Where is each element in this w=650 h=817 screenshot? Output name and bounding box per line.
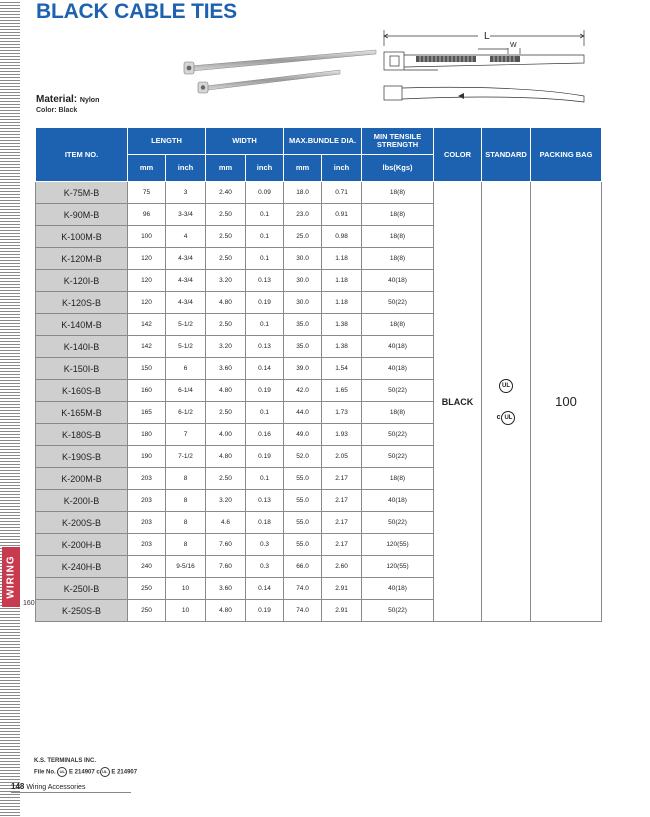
header-standard: STANDARD [482,128,531,182]
bundle-inch-cell: 1.54 [322,358,362,380]
tensile-cell: 18(8) [362,402,434,424]
bundle-mm-cell: 74.0 [284,578,322,600]
width-mm-cell: 2.50 [206,402,246,424]
file-number-2: E 214907 [111,769,138,776]
tensile-cell: 40(18) [362,358,434,380]
width-mm-cell: 2.50 [206,226,246,248]
width-mm-cell: 3.20 [206,490,246,512]
unit-bundle-mm: mm [284,155,322,182]
tensile-cell: 50(22) [362,600,434,622]
page-number: 148 [11,782,25,791]
cable-tie-dimension-drawing [378,26,590,118]
bundle-inch-cell: 1.18 [322,292,362,314]
length-mm-cell: 150 [128,358,166,380]
length-dimension-label: L [484,31,490,42]
width-mm-cell: 7.60 [206,534,246,556]
length-inch-cell: 5-1/2 [166,314,206,336]
width-mm-cell: 3.60 [206,578,246,600]
bundle-mm-cell: 55.0 [284,490,322,512]
color-line: Color: Black [36,107,78,114]
unit-bundle-inch: inch [322,155,362,182]
length-mm-cell: 190 [128,446,166,468]
length-inch-cell: 3-3/4 [166,204,206,226]
width-mm-cell: 2.50 [206,248,246,270]
length-mm-cell: 250 [128,578,166,600]
bundle-mm-cell: 25.0 [284,226,322,248]
tensile-cell: 50(22) [362,424,434,446]
tensile-cell: 18(8) [362,182,434,204]
length-mm-cell: 203 [128,490,166,512]
unit-width-inch: inch [246,155,284,182]
bundle-inch-cell: 1.38 [322,336,362,358]
company-name: K.S. TERMINALS INC. [34,758,97,764]
bundle-mm-cell: 39.0 [284,358,322,380]
bundle-inch-cell: 1.18 [322,248,362,270]
item-no-cell: K-165M-B [36,402,128,424]
tensile-cell: 18(8) [362,204,434,226]
tensile-cell: 18(8) [362,314,434,336]
standard-cell [482,182,531,622]
tensile-cell: 40(18) [362,336,434,358]
length-mm-cell: 203 [128,468,166,490]
item-no-cell: K-90M-B [36,204,128,226]
bundle-mm-cell: 30.0 [284,292,322,314]
header-min-tensile-strength: MIN TENSILE STRENGTH [362,128,434,155]
tensile-cell: 50(22) [362,380,434,402]
width-mm-cell: 3.60 [206,358,246,380]
width-mm-cell: 4.80 [206,600,246,622]
standard-marks [482,379,530,425]
width-mm-cell: 4.80 [206,380,246,402]
header-width: WIDTH [206,128,284,155]
length-inch-cell: 7 [166,424,206,446]
length-inch-cell: 10 [166,600,206,622]
bundle-mm-cell: 42.0 [284,380,322,402]
item-no-cell: K-200S-B [36,512,128,534]
color-value-cell: BLACK [434,182,482,622]
table-body [36,182,602,622]
width-inch-cell: 0.3 [246,556,284,578]
width-inch-cell: 0.3 [246,534,284,556]
section-name: Wiring Accessories [26,784,86,791]
bundle-mm-cell: 52.0 [284,446,322,468]
bundle-mm-cell: 55.0 [284,468,322,490]
file-number-line [34,767,137,779]
ul-icon: UL [100,767,110,777]
tensile-cell: 18(8) [362,468,434,490]
length-inch-cell: 10 [166,578,206,600]
bundle-inch-cell: 1.38 [322,314,362,336]
length-mm-cell: 203 [128,534,166,556]
item-no-cell: K-160S-B [36,380,128,402]
width-inch-cell: 0.18 [246,512,284,534]
bundle-inch-cell: 1.65 [322,380,362,402]
unit-tensile: lbs(Kgs) [362,155,434,182]
bundle-inch-cell: 2.60 [322,556,362,578]
width-mm-cell: 3.20 [206,270,246,292]
unit-length-inch: inch [166,155,206,182]
length-mm-cell: 180 [128,424,166,446]
length-mm-cell: 120 [128,292,166,314]
bundle-inch-cell: 2.91 [322,600,362,622]
width-mm-cell: 4.00 [206,424,246,446]
item-no-cell: K-200M-B [36,468,128,490]
width-dimension-label: W [510,42,517,49]
length-mm-cell: 100 [128,226,166,248]
tensile-cell: 120(55) [362,534,434,556]
width-inch-cell: 0.14 [246,358,284,380]
file-number-1: E 214907 [69,769,95,776]
width-inch-cell: 0.13 [246,270,284,292]
width-inch-cell: 0.1 [246,402,284,424]
ul-listed-icon: UL [499,379,513,393]
width-mm-cell: 2.40 [206,182,246,204]
width-inch-cell: 0.19 [246,600,284,622]
bundle-inch-cell: 2.17 [322,468,362,490]
length-mm-cell: 160 [128,380,166,402]
bundle-mm-cell: 66.0 [284,556,322,578]
width-inch-cell: 0.1 [246,468,284,490]
width-mm-cell: 3.20 [206,336,246,358]
page-title: BLACK CABLE TIES [36,0,237,23]
cable-tie-spec-table [35,127,602,622]
ul-icon: UL [57,767,67,777]
tensile-cell: 18(8) [362,248,434,270]
length-inch-cell: 4-3/4 [166,292,206,314]
width-mm-cell: 2.50 [206,314,246,336]
bundle-inch-cell: 0.91 [322,204,362,226]
bundle-mm-cell: 55.0 [284,534,322,556]
length-mm-cell: 240 [128,556,166,578]
length-inch-cell: 4-3/4 [166,248,206,270]
width-mm-cell: 4.6 [206,512,246,534]
item-no-cell: K-140M-B [36,314,128,336]
tensile-cell: 40(18) [362,490,434,512]
item-no-cell: K-100M-B [36,226,128,248]
footer-divider [11,792,131,793]
header-max-bundle-dia: MAX.BUNDLE DIA. [284,128,362,155]
item-no-cell: K-250I-B [36,578,128,600]
bundle-mm-cell: 30.0 [284,270,322,292]
length-mm-cell: 96 [128,204,166,226]
length-inch-cell: 9-5/16 [166,556,206,578]
length-inch-cell: 8 [166,512,206,534]
bundle-inch-cell: 1.18 [322,270,362,292]
length-mm-cell: 75 [128,182,166,204]
bundle-inch-cell: 0.71 [322,182,362,204]
item-no-cell: K-190S-B [36,446,128,468]
side-section-tab [2,547,20,607]
length-mm-cell: 142 [128,314,166,336]
side-page-number: 160 [23,600,35,607]
header-packing-bag: PACKING BAG [531,128,602,182]
item-no-cell: K-200I-B [36,490,128,512]
bundle-mm-cell: 18.0 [284,182,322,204]
cable-tie-photo [180,40,380,100]
cul-listed-icon [497,411,516,425]
width-inch-cell: 0.1 [246,314,284,336]
tensile-cell: 50(22) [362,512,434,534]
width-inch-cell: 0.09 [246,182,284,204]
width-inch-cell: 0.19 [246,292,284,314]
width-inch-cell: 0.1 [246,226,284,248]
bundle-mm-cell: 55.0 [284,512,322,534]
item-no-cell: K-240H-B [36,556,128,578]
bundle-mm-cell: 35.0 [284,336,322,358]
footer-company-block [34,756,137,779]
width-inch-cell: 0.1 [246,204,284,226]
tensile-cell: 40(18) [362,578,434,600]
packing-value-cell: 100 [531,182,602,622]
item-no-cell: K-120S-B [36,292,128,314]
length-inch-cell: 5-1/2 [166,336,206,358]
material-label: Material: [36,94,78,105]
side-section-label: WIRING [5,555,17,599]
length-inch-cell: 8 [166,534,206,556]
left-ruler-strip [0,0,20,817]
item-no-cell: K-140I-B [36,336,128,358]
length-inch-cell: 6-1/4 [166,380,206,402]
tensile-cell: 40(18) [362,270,434,292]
bundle-mm-cell: 49.0 [284,424,322,446]
width-inch-cell: 0.13 [246,336,284,358]
unit-width-mm: mm [206,155,246,182]
item-no-cell: K-180S-B [36,424,128,446]
length-mm-cell: 165 [128,402,166,424]
header-color: COLOR [434,128,482,182]
item-no-cell: K-250S-B [36,600,128,622]
cul-mark: UL [501,411,515,425]
material-value: Nylon [79,97,100,104]
tensile-cell: 50(22) [362,292,434,314]
bundle-mm-cell: 23.0 [284,204,322,226]
bundle-mm-cell: 44.0 [284,402,322,424]
file-label: File No. [34,769,56,776]
tensile-cell: 18(8) [362,226,434,248]
length-inch-cell: 3 [166,182,206,204]
bundle-inch-cell: 2.91 [322,578,362,600]
bundle-inch-cell: 2.17 [322,512,362,534]
item-no-cell: K-120M-B [36,248,128,270]
item-no-cell: K-120I-B [36,270,128,292]
length-inch-cell: 6-1/2 [166,402,206,424]
table-row [36,182,602,204]
unit-length-mm: mm [128,155,166,182]
page-footer [11,782,85,791]
item-no-cell: K-150I-B [36,358,128,380]
length-mm-cell: 142 [128,336,166,358]
width-inch-cell: 0.19 [246,446,284,468]
length-inch-cell: 8 [166,468,206,490]
header-length: LENGTH [128,128,206,155]
item-no-cell: K-75M-B [36,182,128,204]
bundle-inch-cell: 2.17 [322,534,362,556]
bundle-inch-cell: 2.17 [322,490,362,512]
bundle-mm-cell: 35.0 [284,314,322,336]
width-inch-cell: 0.1 [246,248,284,270]
bundle-inch-cell: 2.05 [322,446,362,468]
table-header-row [36,128,602,155]
width-mm-cell: 7.60 [206,556,246,578]
length-inch-cell: 4 [166,226,206,248]
width-mm-cell: 4.80 [206,446,246,468]
cul-icon: c [96,769,100,776]
length-mm-cell: 203 [128,512,166,534]
bundle-inch-cell: 1.73 [322,402,362,424]
bundle-inch-cell: 0.98 [322,226,362,248]
bundle-mm-cell: 30.0 [284,248,322,270]
length-inch-cell: 7-1/2 [166,446,206,468]
width-inch-cell: 0.19 [246,380,284,402]
length-inch-cell: 6 [166,358,206,380]
length-inch-cell: 8 [166,490,206,512]
tensile-cell: 120(55) [362,556,434,578]
length-inch-cell: 4-3/4 [166,270,206,292]
item-no-cell: K-200H-B [36,534,128,556]
bundle-mm-cell: 74.0 [284,600,322,622]
width-mm-cell: 2.50 [206,468,246,490]
header-item-no: ITEM NO. [36,128,128,182]
length-mm-cell: 120 [128,270,166,292]
bundle-inch-cell: 1.93 [322,424,362,446]
width-inch-cell: 0.14 [246,578,284,600]
width-inch-cell: 0.13 [246,490,284,512]
length-mm-cell: 120 [128,248,166,270]
width-mm-cell: 4.80 [206,292,246,314]
tensile-cell: 50(22) [362,446,434,468]
width-inch-cell: 0.16 [246,424,284,446]
material-line [36,94,99,105]
length-mm-cell: 250 [128,600,166,622]
cul-prefix: c [496,414,501,421]
width-mm-cell: 2.50 [206,204,246,226]
